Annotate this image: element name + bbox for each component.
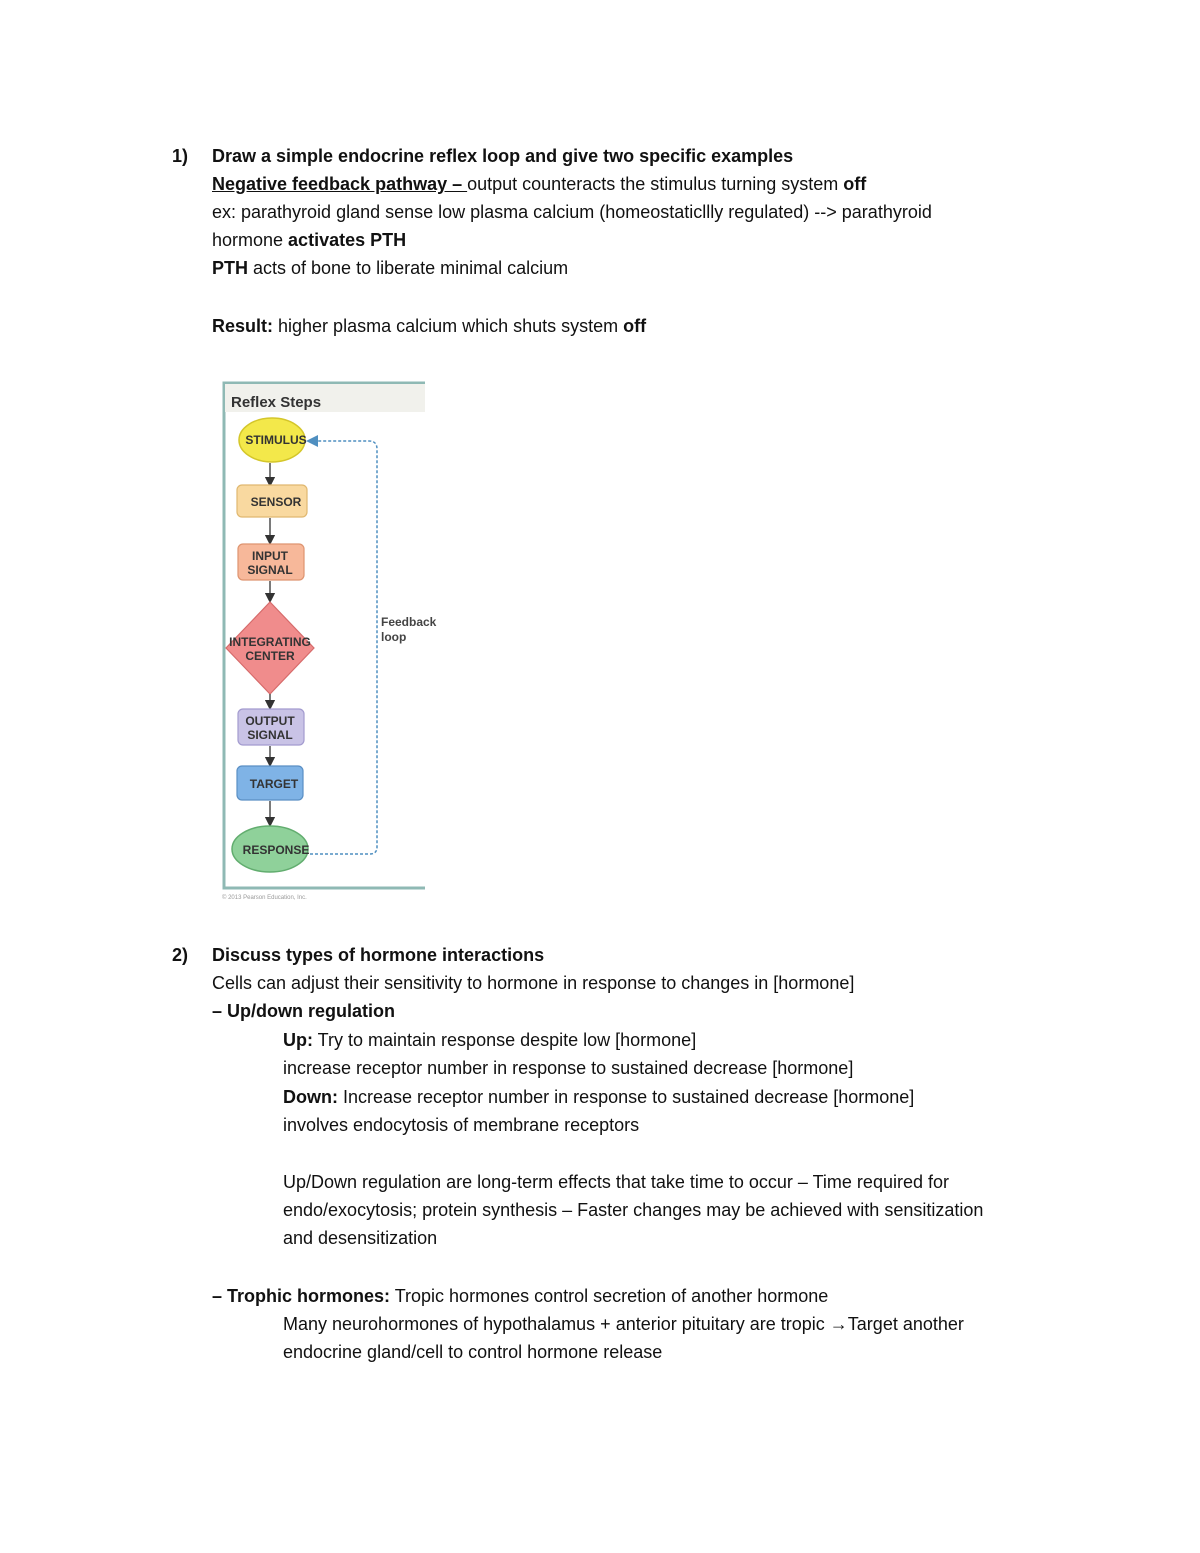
trophic-text: Tropic hormones control secretion of another hormone <box>390 1286 829 1306</box>
example-line-2-text: hormone <box>212 230 289 250</box>
up-line-2: increase receptor number in response to sustained decrease [hormone] <box>283 1058 854 1078</box>
output-label-2: SIGNAL <box>247 728 293 742</box>
negative-feedback-label: Negative feedback pathway – <box>212 174 468 194</box>
input-label-2: SIGNAL <box>247 563 293 577</box>
negative-feedback-text: output counteracts the stimulus turning system <box>467 174 844 194</box>
section-1-number: 1) <box>172 146 189 166</box>
result-text: higher plasma calcium which shuts system <box>273 316 624 336</box>
up-label: Up: <box>283 1030 313 1050</box>
up-text: Try to maintain response despite low [hormone] <box>313 1030 697 1050</box>
target-label: TARGET <box>249 777 299 791</box>
result-label: Result: <box>212 316 274 336</box>
section-2-intro: Cells can adjust their sensitivity to hormone in response to changes in [hormone] <box>212 973 855 993</box>
up-line <box>283 1029 696 1051</box>
pth-line <box>212 257 568 279</box>
pth-bold: PTH <box>212 258 248 278</box>
updown-heading: – Up/down regulation <box>212 1001 395 1021</box>
trophic-line-2 <box>283 1313 964 1335</box>
reflex-steps-figure <box>220 378 450 903</box>
feedback-label-2: loop <box>381 630 407 644</box>
section-1-heading: Draw a simple endocrine reflex loop and give two specific examples <box>212 146 794 166</box>
section-2-number: 2) <box>172 945 189 965</box>
input-label-1: INPUT <box>252 549 288 563</box>
figure-title: Reflex Steps <box>231 394 322 411</box>
trophic-line-3: endocrine gland/cell to control hormone release <box>283 1342 663 1362</box>
example-line-1: ex: parathyroid gland sense low plasma calcium (homeostaticllly regulated) --> parathyroid <box>212 202 932 222</box>
figure-copyright: © 2013 Pearson Education, Inc. <box>222 895 307 901</box>
down-line <box>283 1086 914 1108</box>
response-label: RESPONSE <box>242 843 310 857</box>
down-line-2: involves endocytosis of membrane receptors <box>283 1115 640 1135</box>
negative-feedback-line <box>212 173 866 195</box>
trophic-line-2-end: Target another <box>847 1314 964 1334</box>
down-text: Increase receptor number in response to sustained decrease [hormone] <box>337 1087 915 1107</box>
negative-feedback-off: off <box>843 174 867 194</box>
result-line <box>212 315 646 337</box>
trophic-label: – Trophic hormones: <box>212 1286 391 1306</box>
trophic-line-2-text: Many neurohormones of hypothalamus + anterior pituitary are tropic <box>283 1314 830 1334</box>
section-2-heading: Discuss types of hormone interactions <box>212 945 545 965</box>
regulation-paragraph-2: endo/exocytosis; protein synthesis – Faster changes may be achieved with sensitization <box>283 1200 984 1220</box>
pth-text: acts of bone to liberate minimal calcium <box>248 258 569 278</box>
result-off: off <box>623 316 647 336</box>
regulation-paragraph-1: Up/Down regulation are long-term effects that take time to occur – Time required for <box>283 1172 949 1192</box>
example-line-2 <box>212 229 406 251</box>
trophic-line <box>212 1285 828 1307</box>
feedback-loop-arrow <box>310 441 377 854</box>
output-label-1: OUTPUT <box>245 714 295 728</box>
stimulus-label: STIMULUS <box>245 433 307 447</box>
right-arrow-icon: → <box>829 1314 848 1334</box>
integrating-label-2: CENTER <box>245 649 295 663</box>
feedback-label-1: Feedback <box>381 615 437 629</box>
sensor-label: SENSOR <box>250 495 302 509</box>
integrating-label-1: INTEGRATING <box>229 635 311 649</box>
regulation-paragraph-3: and desensitization <box>283 1228 438 1248</box>
example-line-2-bold: activates PTH <box>288 230 407 250</box>
down-label: Down: <box>283 1087 338 1107</box>
